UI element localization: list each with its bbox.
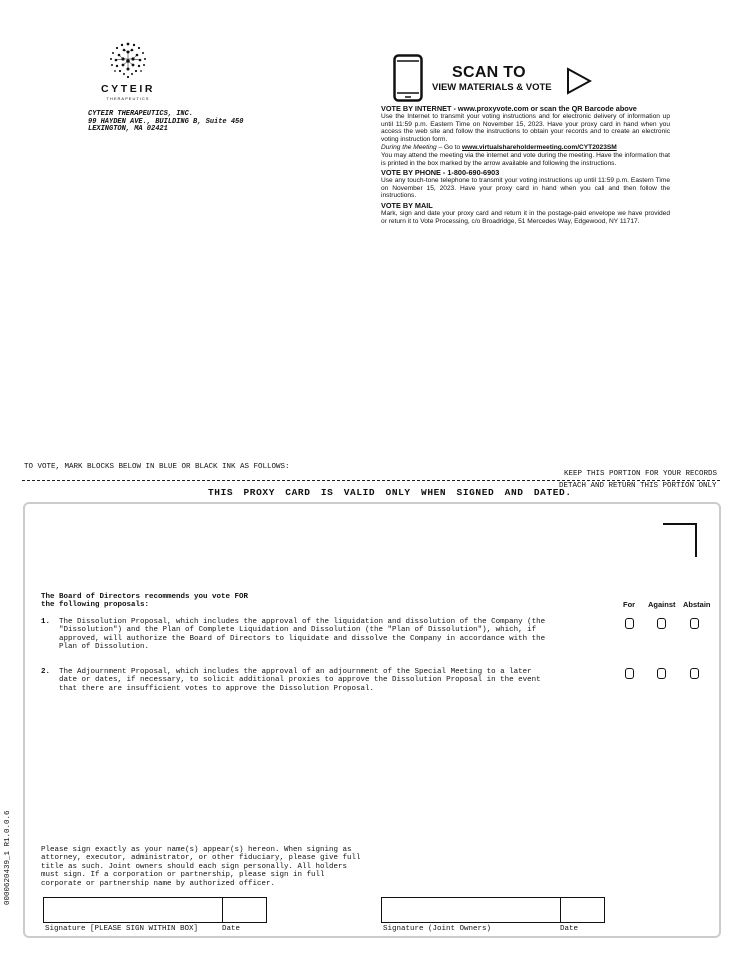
col-for: For xyxy=(623,600,636,609)
address-line: LEXINGTON, MA 02421 xyxy=(88,125,168,133)
meeting-text: You may attend the meeting via the internet and vote during the meeting. Have the information that is printed in the box marked by the arrow available and following the instructions. xyxy=(381,151,670,167)
vote-abstain-oval[interactable] xyxy=(690,668,699,679)
signing-instructions: Please sign exactly as your name(s) appear(s) hereon. When signing as attorney, executor, administrator, or other fiduciary, please give full title as such. Joint owners should each sign personally. All holders must sign. If a corporation or partnership, please sign in full corporate or partnership name by authorized officer. xyxy=(41,846,361,888)
proposal-text: The Dissolution Proposal, which includes the approval of the liquidation and dissolution of the Company (the "Dissolution") and the Plan of Complete Liquidation and Dissolution (the "Plan of Dissolution"), which, if approved, will authorize the Board of Directors to liquidate and dissolve the Company in accordance with the Plan of Dissolution. xyxy=(59,618,546,652)
joint-signature-label: Signature (Joint Owners) xyxy=(383,925,492,933)
detach-line xyxy=(22,480,720,481)
corner-mark xyxy=(663,523,697,557)
signature-label: Signature [PLEASE SIGN WITHIN BOX] xyxy=(45,925,199,933)
company-address xyxy=(88,111,243,134)
mail-heading: VOTE BY MAIL xyxy=(381,200,433,210)
vote-against-oval[interactable] xyxy=(657,668,666,679)
col-against: Against xyxy=(648,600,676,609)
meeting-line xyxy=(381,144,670,152)
internet-heading: VOTE BY INTERNET - www.proxyvote.com or scan the QR Barcode above xyxy=(381,104,637,113)
document-code: 0000620439_1 R1.0.0.6 xyxy=(4,810,12,905)
logo-mark-icon xyxy=(103,40,153,82)
logo-name: CYTEIR xyxy=(100,83,156,95)
valid-notice: THIS PROXY CARD IS VALID ONLY WHEN SIGNED AND DATED. xyxy=(208,487,572,498)
proposal-text: The Adjournment Proposal, which includes the approval of an adjournment of the Special Meeting to a later date or dates, if necessary, to solicit additional proxies to approve the Dissolution Proposal in the event that there are insufficient votes to approve the Dissolution Proposal. xyxy=(59,668,541,693)
date-label: Date xyxy=(222,925,241,933)
mail-text: Mark, sign and date your proxy card and return it in the postage-paid envelope we have provided or return it to Vote Processing, c/o Broadridge, 51 Mercedes Way, Edgewood, NY 11717. xyxy=(381,209,670,225)
logo-tagline: THERAPEUTICS xyxy=(106,96,150,101)
vote-for-oval[interactable] xyxy=(625,618,634,629)
vote-against-oval[interactable] xyxy=(657,618,666,629)
scan-subtitle: VIEW MATERIALS & VOTE xyxy=(432,82,552,93)
voting-instructions xyxy=(381,104,670,226)
play-arrow-icon xyxy=(566,67,592,100)
signature-box[interactable] xyxy=(43,897,267,923)
phone-heading: VOTE BY PHONE - 1-800-690-6903 xyxy=(381,168,500,178)
recommend-line: the following proposals: xyxy=(41,601,150,609)
vote-abstain-oval[interactable] xyxy=(690,618,699,629)
recommend-line: The Board of Directors recommends you vote FOR xyxy=(41,593,249,601)
detach-portion-label: DETACH AND RETURN THIS PORTION ONLY xyxy=(559,482,717,490)
joint-date-label: Date xyxy=(560,925,579,933)
meeting-prefix: During the Meeting xyxy=(381,144,437,152)
meeting-goto: – Go to xyxy=(436,144,463,152)
address-line: 99 HAYDEN AVE., BUILDING B, Suite 450 xyxy=(88,117,244,126)
joint-signature-box[interactable] xyxy=(381,897,605,923)
keep-portion-label: KEEP THIS PORTION FOR YOUR RECORDS xyxy=(564,470,718,478)
internet-text: Use the Internet to transmit your voting instructions and for electronic delivery of information up until 11:59 p.m. Eastern Time on November 15, 2023. Have your proxy card in hand when you access the web site and follow the instructions to obtain your records and to create an electronic voting instruction form. xyxy=(381,113,670,143)
company-logo xyxy=(95,40,161,101)
meeting-link[interactable]: www.virtualshareholdermeeting.com/CYT2023SM xyxy=(462,144,617,152)
address-line: CYTEIR THERAPEUTICS, INC. xyxy=(88,110,194,118)
proposal-number: 1. xyxy=(41,618,51,626)
vote-for-oval[interactable] xyxy=(625,668,634,679)
col-abstain: Abstain xyxy=(683,600,711,609)
board-recommendation xyxy=(41,593,281,609)
to-vote-instruction: TO VOTE, MARK BLOCKS BELOW IN BLUE OR BLACK INK AS FOLLOWS: xyxy=(24,463,290,471)
phone-icon xyxy=(393,54,423,107)
proposal-number: 2. xyxy=(41,668,51,676)
phone-text: Use any touch-tone telephone to transmit your voting instructions up until 11:59 p.m. Eastern Time on November 15, 2023. Have your proxy card in hand when you call and then follow the instructions. xyxy=(381,177,670,200)
scan-title: SCAN TO xyxy=(452,64,526,81)
